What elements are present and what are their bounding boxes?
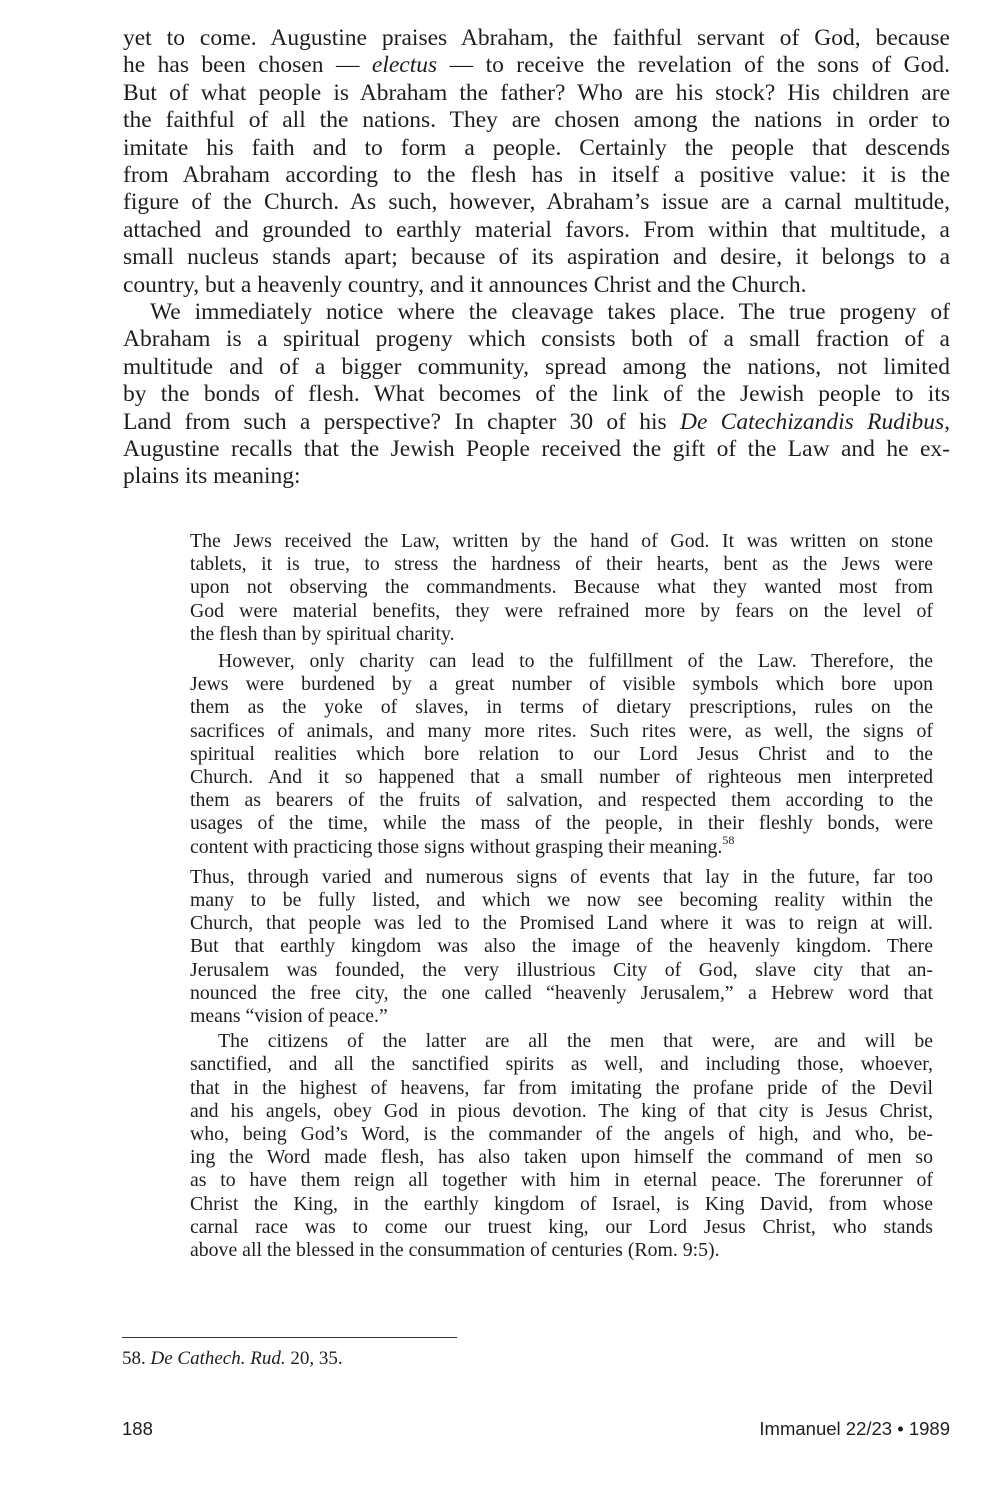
text-line xyxy=(190,720,933,743)
text-line xyxy=(123,162,950,189)
text-line xyxy=(218,650,933,673)
page-number: 188 xyxy=(122,1418,153,1439)
text-line xyxy=(123,409,950,436)
text-segment: as to have them reign all together with him in eternal peace. The forerunner of xyxy=(190,1169,933,1192)
text-line xyxy=(123,107,950,134)
text-segment: Jerusalem was founded, the very illustrious City of God, slave city that an- xyxy=(190,958,933,981)
text-segment: sanctified, and all the sanctified spirits as well, and including those, whoever, xyxy=(190,1053,933,1076)
text-segment: multitude and of a bigger community, spread among the nations, not limited xyxy=(123,353,950,380)
text-line xyxy=(123,463,950,490)
text-segment: he has been chosen — xyxy=(123,52,372,79)
text-line xyxy=(123,25,950,52)
text-segment: , xyxy=(944,408,951,435)
text-line xyxy=(190,673,933,696)
text-line xyxy=(190,623,933,646)
journal-footer: Immanuel 22/23 • 1989 xyxy=(759,1418,950,1439)
text-line xyxy=(190,866,933,889)
text-segment: them as the yoke of slaves, in terms of dietary prescriptions, rules on the xyxy=(190,696,933,719)
italic-title: De Catechizandis Rudibus xyxy=(679,408,945,435)
text-line xyxy=(190,1005,933,1028)
footnote-divider xyxy=(122,1337,457,1338)
text-segment: from Abraham according to the flesh has in itself a positive value: it is the xyxy=(123,162,950,188)
text-line xyxy=(218,1030,933,1053)
text-line xyxy=(123,244,950,271)
text-line xyxy=(190,1077,933,1100)
text-line xyxy=(150,299,950,326)
text-line xyxy=(123,326,950,353)
text-segment: who, being God’s Word, is the commander of the angels of high, and who, be- xyxy=(190,1123,933,1145)
text-line xyxy=(190,600,933,623)
text-line xyxy=(190,812,933,835)
text-line xyxy=(123,272,950,299)
text-segment: the flesh than by spiritual charity. xyxy=(190,622,455,645)
text-segment: God were material benefits, they were refrained more by fears on the level of xyxy=(190,599,933,622)
footnote-58 xyxy=(122,1348,343,1370)
text-segment: Land from such a perspective? In chapter 30 of his xyxy=(123,408,680,435)
text-segment: that in the highest of heavens, far from imitating the profane pride of the Devil xyxy=(190,1076,933,1099)
text-line xyxy=(190,1100,933,1123)
text-line xyxy=(190,766,933,789)
text-segment: plains its meaning: xyxy=(123,463,301,490)
text-segment: However, only charity can lead to the fulfillment of the Law. Therefore, the xyxy=(218,650,933,672)
text-line xyxy=(190,912,933,935)
text-segment: upon not observing the commandments. Because what they wanted most from xyxy=(190,576,933,599)
text-line xyxy=(190,1123,933,1146)
text-segment: them as bearers of the fruits of salvation, and respected them according to the xyxy=(190,789,933,812)
text-line xyxy=(190,1169,933,1192)
text-segment: Abraham is a spiritual progeny which consists both of a small fraction of a xyxy=(123,326,950,353)
text-segment: means “vision of peace.” xyxy=(190,1005,388,1027)
text-segment: Augustine recalls that the Jewish People received the gift of the Law and he ex- xyxy=(123,436,950,462)
text-segment: imitate his faith and to form a people. Certainly the people that descends xyxy=(123,134,950,161)
text-segment: But of what people is Abraham the father? Who are his stock? His children are xyxy=(123,79,950,106)
text-line xyxy=(123,354,950,381)
text-segment: attached and grounded to earthly material favors. From within that multitude, a xyxy=(123,216,950,243)
text-segment: the faithful of all the nations. They are chosen among the nations in order to xyxy=(123,107,950,134)
text-line xyxy=(190,889,933,912)
text-segment: sacrifices of animals, and many more rites. Such rites were, as well, the signs of xyxy=(190,719,933,742)
text-segment: Thus, through varied and numerous signs of events that lay in the future, far too xyxy=(190,865,933,888)
text-line xyxy=(123,80,950,107)
text-segment: — to receive the revelation of the sons of God. xyxy=(437,52,950,79)
text-line xyxy=(190,1193,933,1216)
text-segment: small nucleus stands apart; because of its aspiration and desire, it belongs to a xyxy=(123,244,950,271)
text-line xyxy=(123,189,950,216)
text-segment: carnal race was to come our truest king, our Lord Jesus Christ, who stands xyxy=(190,1215,933,1238)
text-segment: usages of the time, while the mass of the people, in their fleshly bonds, were xyxy=(190,812,933,835)
footnote-reference: 20, 35. xyxy=(285,1348,343,1369)
text-segment: and his angels, obey God in pious devotion. The king of that city is Jesus Christ, xyxy=(190,1099,933,1122)
text-segment: by the bonds of flesh. What becomes of the link of the Jewish people to its xyxy=(123,381,950,408)
text-line xyxy=(190,530,933,553)
text-line xyxy=(123,217,950,244)
text-line xyxy=(190,959,933,982)
text-line xyxy=(190,832,933,859)
text-segment: country, but a heavenly country, and it announces Christ and the Church. xyxy=(123,271,807,298)
text-segment: But that earthly kingdom was also the image of the heavenly kingdom. There xyxy=(190,935,933,958)
text-segment: figure of the Church. As such, however, Abraham’s issue are a carnal multitude, xyxy=(123,189,950,216)
text-line xyxy=(190,1239,933,1262)
text-segment: Church. And it so happened that a small number of righteous men interpreted xyxy=(190,766,933,788)
text-segment: Church, that people was led to the Promised Land where it was to reign at will. xyxy=(190,912,933,935)
footnote-title: De Cathech. Rud. xyxy=(150,1348,286,1369)
footnote-number: 58. xyxy=(122,1348,146,1369)
text-line xyxy=(190,553,933,576)
text-line xyxy=(190,789,933,812)
text-line xyxy=(190,982,933,1005)
text-line xyxy=(123,135,950,162)
text-line xyxy=(190,576,933,599)
text-line xyxy=(123,381,950,408)
text-segment: ing the Word made flesh, has also taken upon himself the command of men so xyxy=(190,1146,933,1169)
text-line xyxy=(123,52,950,79)
text-line xyxy=(123,436,950,463)
text-line xyxy=(190,935,933,958)
text-segment: The citizens of the latter are all the men that were, are and will be xyxy=(218,1030,933,1053)
text-segment: The Jews received the Law, written by the hand of God. It was written on stone xyxy=(190,530,933,552)
text-segment: content with practicing those signs without grasping their meaning. xyxy=(190,835,723,858)
text-segment: nounced the free city, the one called “heavenly Jerusalem,” a Hebrew word that xyxy=(190,981,933,1004)
text-line xyxy=(190,1216,933,1239)
text-line xyxy=(190,743,933,766)
text-segment: We immediately notice where the cleavage takes place. The true progeny of xyxy=(150,299,950,325)
text-line xyxy=(190,696,933,719)
text-line xyxy=(190,1146,933,1169)
text-line xyxy=(190,1053,933,1076)
text-segment: yet to come. Augustine praises Abraham, the faithful servant of God, because xyxy=(123,25,950,51)
text-segment: spiritual realities which bore relation to our Lord Jesus Christ and to the xyxy=(190,742,933,765)
text-segment: tablets, it is true, to stress the hardness of their hearts, bent as the Jews were xyxy=(190,553,933,576)
italic-title: electus xyxy=(371,52,438,79)
text-segment: above all the blessed in the consummation of centuries (Rom. 9:5). xyxy=(190,1239,720,1261)
text-segment: Christ the King, in the earthly kingdom of Israel, is King David, from whose xyxy=(190,1192,933,1215)
footnote-ref-58: 58 xyxy=(722,832,735,847)
text-segment: Jews were burdened by a great number of visible symbols which bore upon xyxy=(190,673,933,696)
text-segment: many to be fully listed, and which we now see becoming reality within the xyxy=(190,889,933,911)
